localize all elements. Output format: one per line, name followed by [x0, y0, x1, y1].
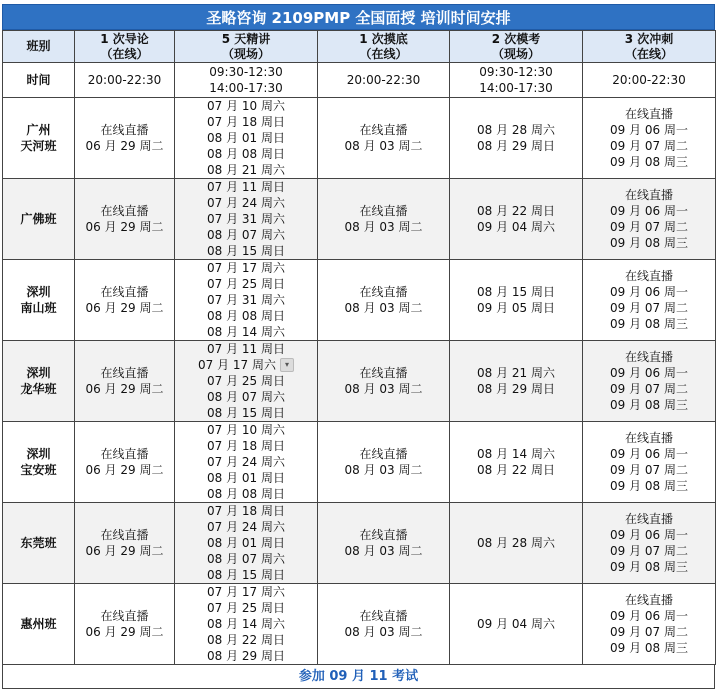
mock-cell[interactable]	[450, 260, 583, 341]
cell-line: 08 月 29 周日	[477, 382, 555, 396]
cell-line: 09 月 08 周三	[610, 236, 688, 250]
cell-line: 08 月 03 周二	[344, 544, 423, 558]
class-label-cell[interactable]	[3, 98, 75, 179]
cell-line: 在线直播	[624, 188, 673, 202]
cell-line: 08 月 15 周日	[477, 285, 555, 299]
cell-line: 07 月 31 周六	[207, 212, 285, 226]
cell-line: 09 月 06 周一	[610, 609, 688, 623]
cell-line: 07 月 25 周日	[207, 277, 285, 291]
cell-line: 08 月 03 周二	[344, 625, 423, 639]
cell-line: 09 月 06 周一	[610, 123, 688, 137]
baseline-cell[interactable]	[318, 584, 450, 665]
cell-line: 09 月 06 周一	[610, 528, 688, 542]
cell-line: 08 月 15 周日	[207, 568, 285, 582]
sprint-cell[interactable]	[583, 98, 716, 179]
sprint-cell[interactable]	[583, 584, 716, 665]
cell-line: 09 月 06 周一	[610, 204, 688, 218]
cell-line: 07 月 25 周日	[207, 601, 285, 615]
mock-cell[interactable]	[450, 98, 583, 179]
cell-line: 08 月 07 周六	[207, 390, 285, 404]
cell-line: 在线直播	[100, 204, 149, 218]
cell-line: 在线直播	[100, 609, 149, 623]
cell-line: 09 月 07 周二	[610, 220, 688, 234]
cell-line: 06 月 29 周二	[85, 382, 164, 396]
mock-cell[interactable]	[450, 179, 583, 260]
cell-line: 天河班	[20, 139, 57, 153]
cell-line: 08 月 03 周二	[344, 382, 423, 396]
cell-line: 07 月 17 周六	[207, 261, 285, 275]
cell-line: 09 月 07 周二	[610, 139, 688, 153]
cell-line: 08 月 01 周日	[207, 131, 285, 145]
cell-line: 08 月 15 周日	[207, 406, 285, 420]
cell-line: 09 月 04 周六	[477, 617, 555, 631]
intro-cell[interactable]	[75, 584, 175, 665]
time-label-cell[interactable]: 时间	[3, 63, 75, 98]
cell-line: 08 月 03 周二	[344, 301, 423, 315]
cell-line: 07 月 10 周六	[207, 423, 285, 437]
cell-line: 深圳	[26, 285, 51, 299]
cell-line: 09 月 08 周三	[610, 560, 688, 574]
cell-line: 08 月 08 周日	[207, 309, 285, 323]
cell-line: 08 月 28 周六	[477, 536, 555, 550]
cell-line: 在线直播	[100, 366, 149, 380]
cell-line: 07 月 24 周六	[207, 520, 285, 534]
cell-line: 深圳	[26, 447, 51, 461]
cell-line: 在线直播	[624, 593, 673, 607]
baseline-cell[interactable]	[318, 341, 450, 422]
cell-line: 07 月 17 周六 ▾	[175, 357, 317, 373]
baseline-cell[interactable]	[318, 260, 450, 341]
intro-cell[interactable]	[75, 260, 175, 341]
time-cell-lecture[interactable]: 09:30-12:30 14:00-17:30	[175, 63, 318, 98]
cell-line: 08 月 28 周六	[477, 123, 555, 137]
cell-line: 在线直播	[359, 609, 408, 623]
intro-cell[interactable]	[75, 503, 175, 584]
cell-line: 08 月 14 周六	[477, 447, 555, 461]
intro-cell[interactable]	[75, 341, 175, 422]
cell-line: 07 月 11 周日	[207, 180, 285, 194]
table-row	[3, 422, 716, 503]
mock-cell[interactable]	[450, 422, 583, 503]
lecture-cell[interactable]	[175, 341, 318, 422]
class-label-cell[interactable]	[3, 503, 75, 584]
schedule-sheet	[2, 4, 715, 689]
cell-line: 08 月 22 周日	[207, 633, 285, 647]
cell-line: 惠州班	[20, 617, 57, 631]
lecture-cell[interactable]	[175, 179, 318, 260]
intro-cell[interactable]	[75, 98, 175, 179]
cell-line: 在线直播	[359, 123, 408, 137]
cell-line: 07 月 24 周六	[207, 196, 285, 210]
mock-cell[interactable]	[450, 584, 583, 665]
cell-line: 08 月 08 周日	[207, 147, 285, 161]
header-row	[3, 31, 716, 63]
cell-line: 在线直播	[100, 528, 149, 542]
table-row	[3, 503, 716, 584]
cell-line: 09 月 06 周一	[610, 285, 688, 299]
cell-line: 06 月 29 周二	[85, 463, 164, 477]
cell-line: 09 月 08 周三	[610, 479, 688, 493]
cell-line: 08 月 22 周日	[477, 463, 555, 477]
cell-line: 08 月 14 周六	[207, 325, 285, 339]
cell-line: 09 月 06 周一	[610, 366, 688, 380]
cell-line: 08 月 15 周日	[207, 244, 285, 258]
class-label-cell[interactable]	[3, 260, 75, 341]
cell-line: 广佛班	[20, 212, 57, 226]
cell-line: 09 月 08 周三	[610, 317, 688, 331]
cell-line: 东莞班	[20, 536, 57, 550]
cell-line: 09 月 05 周日	[477, 301, 555, 315]
cell-line: 在线直播	[359, 204, 408, 218]
baseline-cell[interactable]	[318, 179, 450, 260]
baseline-cell[interactable]	[318, 98, 450, 179]
cell-line: 07 月 18 周日	[207, 504, 285, 518]
cell-line: 07 月 10 周六	[207, 99, 285, 113]
intro-cell[interactable]	[75, 422, 175, 503]
cell-line: 08 月 07 周六	[207, 228, 285, 242]
cell-line: 龙华班	[20, 382, 57, 396]
cell-line: 06 月 29 周二	[85, 139, 164, 153]
cell-line: 08 月 03 周二	[344, 463, 423, 477]
sprint-cell[interactable]	[583, 179, 716, 260]
cell-line: 在线直播	[624, 269, 673, 283]
cell-line: 08 月 29 周日	[207, 649, 285, 663]
mock-cell[interactable]	[450, 503, 583, 584]
lecture-cell[interactable]	[175, 98, 318, 179]
header-cell-intro[interactable]: 1 次导论 （在线）	[75, 31, 175, 63]
cell-line: 09 月 04 周六	[477, 220, 555, 234]
cell-line: 08 月 14 周六	[207, 617, 285, 631]
time-cell-mock[interactable]: 09:30-12:30 14:00-17:30	[450, 63, 583, 98]
exam-footer: 参加 09 月 11 考试	[2, 665, 715, 689]
header-cell-sprint[interactable]: 3 次冲刺 （在线）	[583, 31, 716, 63]
lecture-cell[interactable]	[175, 422, 318, 503]
cell-line: 09 月 07 周二	[610, 544, 688, 558]
cell-line: 07 月 18 周日	[207, 439, 285, 453]
header-cell-mock[interactable]: 2 次模考 （现场）	[450, 31, 583, 63]
baseline-cell[interactable]	[318, 422, 450, 503]
cell-line: 08 月 07 周六	[207, 552, 285, 566]
lecture-cell[interactable]	[175, 503, 318, 584]
class-label-cell[interactable]	[3, 584, 75, 665]
cell-line: 在线直播	[359, 447, 408, 461]
time-cell-baseline[interactable]: 20:00-22:30	[318, 63, 450, 98]
table-row	[3, 260, 716, 341]
header-cell-class[interactable]: 班别	[3, 31, 75, 63]
table-row	[3, 341, 716, 422]
cell-line: 09 月 08 周三	[610, 398, 688, 412]
cell-line: 在线直播	[624, 512, 673, 526]
class-label-cell[interactable]	[3, 422, 75, 503]
cell-line: 在线直播	[359, 285, 408, 299]
cell-line: 06 月 29 周二	[85, 220, 164, 234]
schedule-table	[2, 30, 716, 665]
cell-line: 宝安班	[20, 463, 57, 477]
cell-line: 在线直播	[100, 285, 149, 299]
cell-line: 07 月 31 周六	[207, 293, 285, 307]
cell-line: 07 月 24 周六	[207, 455, 285, 469]
baseline-cell[interactable]	[318, 503, 450, 584]
cell-line: 08 月 29 周日	[477, 139, 555, 153]
cell-line: 08 月 08 周日	[207, 487, 285, 501]
cell-line: 09 月 07 周二	[610, 463, 688, 477]
cell-line: 南山班	[20, 301, 57, 315]
cell-line: 08 月 03 周二	[344, 139, 423, 153]
cell-line: 08 月 21 周六	[207, 163, 285, 177]
cell-line: 08 月 21 周六	[477, 366, 555, 380]
cell-line: 广州	[26, 123, 51, 137]
cell-line: 07 月 18 周日	[207, 115, 285, 129]
cell-line: 08 月 01 周日	[207, 536, 285, 550]
chevron-down-icon[interactable]: ▾	[280, 358, 294, 372]
cell-line: 在线直播	[624, 350, 673, 364]
cell-line: 07 月 25 周日	[207, 374, 285, 388]
class-label-cell[interactable]	[3, 341, 75, 422]
lecture-cell[interactable]	[175, 584, 318, 665]
mock-cell[interactable]	[450, 341, 583, 422]
cell-line: 在线直播	[624, 431, 673, 445]
time-row	[3, 63, 716, 98]
cell-line: 08 月 01 周日	[207, 471, 285, 485]
cell-line: 08 月 03 周二	[344, 220, 423, 234]
time-cell-sprint[interactable]: 20:00-22:30	[583, 63, 716, 98]
cell-line: 08 月 22 周日	[477, 204, 555, 218]
table-row	[3, 584, 716, 665]
header-cell-baseline[interactable]: 1 次摸底 （在线）	[318, 31, 450, 63]
cell-line: 深圳	[26, 366, 51, 380]
cell-line: 06 月 29 周二	[85, 544, 164, 558]
schedule-title: 圣略咨询 2109PMP 全国面授 培训时间安排	[2, 4, 715, 30]
cell-line: 09 月 07 周二	[610, 625, 688, 639]
sprint-cell[interactable]	[583, 260, 716, 341]
cell-line: 在线直播	[100, 123, 149, 137]
time-cell-intro[interactable]: 20:00-22:30	[75, 63, 175, 98]
sprint-cell[interactable]	[583, 341, 716, 422]
cell-line: 09 月 07 周二	[610, 301, 688, 315]
class-label-cell[interactable]	[3, 179, 75, 260]
cell-line: 在线直播	[359, 528, 408, 542]
cell-line: 06 月 29 周二	[85, 625, 164, 639]
sprint-cell[interactable]	[583, 422, 716, 503]
intro-cell[interactable]	[75, 179, 175, 260]
cell-line: 在线直播	[100, 447, 149, 461]
cell-line: 07 月 11 周日	[207, 342, 285, 356]
cell-line: 07 月 17 周六	[207, 585, 285, 599]
table-row	[3, 179, 716, 260]
cell-line: 09 月 07 周二	[610, 382, 688, 396]
lecture-cell[interactable]	[175, 260, 318, 341]
cell-line: 在线直播	[359, 366, 408, 380]
cell-line: 09 月 08 周三	[610, 641, 688, 655]
sprint-cell[interactable]	[583, 503, 716, 584]
cell-line: 09 月 08 周三	[610, 155, 688, 169]
cell-line: 06 月 29 周二	[85, 301, 164, 315]
header-cell-lecture[interactable]: 5 天精讲 （现场）	[175, 31, 318, 63]
table-row	[3, 98, 716, 179]
cell-line: 在线直播	[624, 107, 673, 121]
cell-line: 09 月 06 周一	[610, 447, 688, 461]
